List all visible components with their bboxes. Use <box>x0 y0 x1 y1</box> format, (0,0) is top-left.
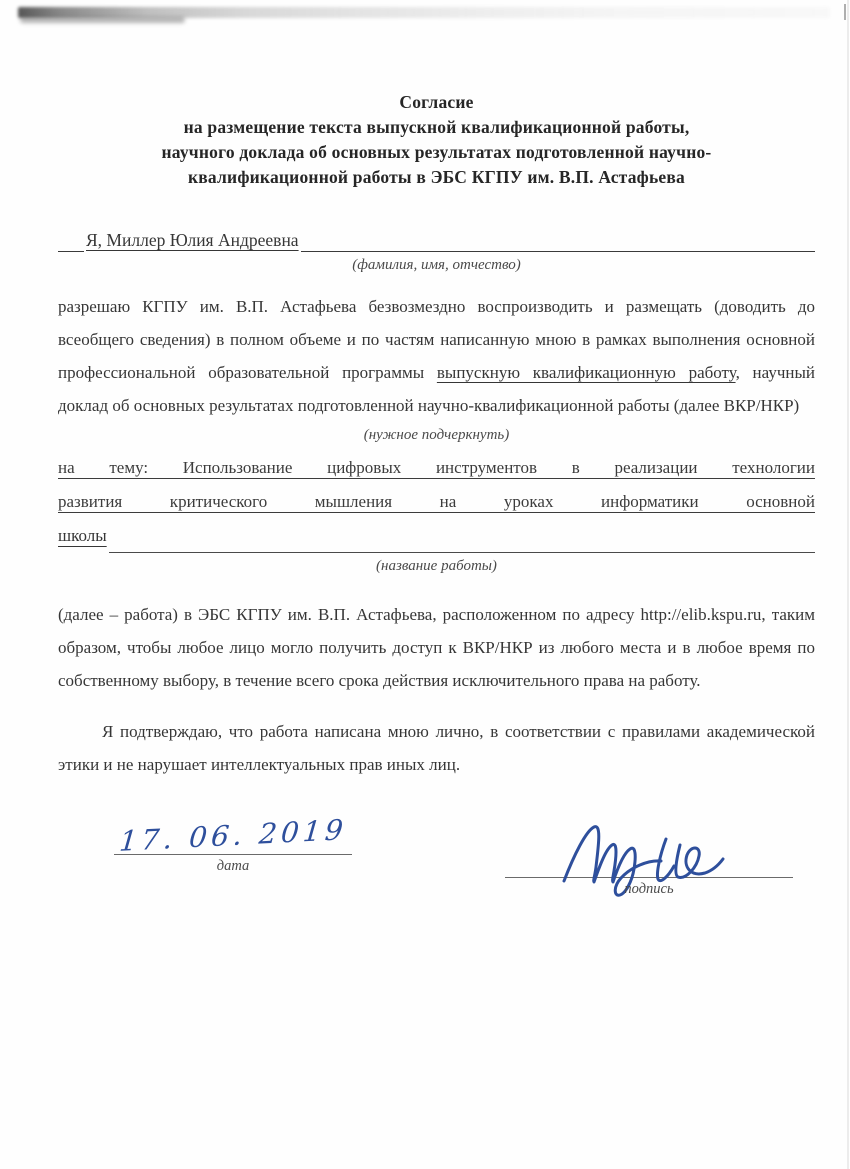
topic-line-1: на тему: Использование цифровых инструментов в реализации технологии <box>58 458 815 477</box>
confirmation-paragraph: Я подтверждаю, что работа написана мною лично, в соответствии с правилами академической этики и не нарушает интеллектуальных прав иных лиц. <box>58 722 815 774</box>
title-line-3: научного доклада об основных результатах подготовленной научно- <box>161 142 712 162</box>
signature-rule <box>505 819 793 878</box>
permission-text-after: , научный доклад об основных результатах подготовленной научно-квалификационной работы (далее ВКР/НКР) <box>58 363 815 415</box>
handwritten-date: 17. 06. 2019 <box>117 813 349 858</box>
title-line-2: на размещение текста выпускной квалификационной работы, <box>183 117 690 137</box>
date-block <box>114 813 352 898</box>
name-line-fill-rule <box>301 245 815 252</box>
author-full-name: Я, Миллер Юлия Андреевна <box>86 230 299 250</box>
topic-line-3 <box>58 519 815 553</box>
signature-label: подпись <box>624 881 674 897</box>
permission-text-before: разрешаю КГПУ им. В.П. Астафьева безвозмездно воспроизводить и размещать (доводить до всеобщего сведения) в полном объеме и по частям написанную мною в рамках выполнения основной профессиональной образовательной программы <box>58 297 815 382</box>
document-title <box>58 90 815 190</box>
date-label: дата <box>216 858 250 874</box>
topic-fill-rule <box>109 545 815 553</box>
title-line-4: квалификационной работы в ЭБС КГПУ им. В.П. Астафьева <box>188 167 685 187</box>
date-rule <box>114 813 352 858</box>
title-line-1: Согласие <box>399 92 474 112</box>
underline-instruction-caption: (нужное подчеркнуть) <box>363 427 510 443</box>
topic-block <box>58 451 815 553</box>
name-line <box>58 228 815 252</box>
topic-caption: (название работы) <box>376 558 497 574</box>
topic-last-word: школы <box>58 526 107 545</box>
name-caption: (фамилия, имя, отчество) <box>352 257 521 273</box>
permission-underlined-choice: выпускную квалификационную работу <box>436 363 736 382</box>
signature-block <box>505 819 793 898</box>
permission-paragraph <box>58 290 815 422</box>
name-line-lead-rule <box>58 245 84 252</box>
signing-row <box>58 813 815 898</box>
topic-line-2: развития критического мышления на уроках информатики основной <box>58 492 815 511</box>
placement-paragraph: (далее – работа) в ЭБС КГПУ им. В.П. Астафьева, расположенном по адресу http://elib.kspu.ru, таким образом, чтобы любое лицо могло получить доступ к ВКР/НКР из любого места и в любое время по собственному выбору, в течение всего срока действия исключительного права на работу. <box>58 605 815 690</box>
